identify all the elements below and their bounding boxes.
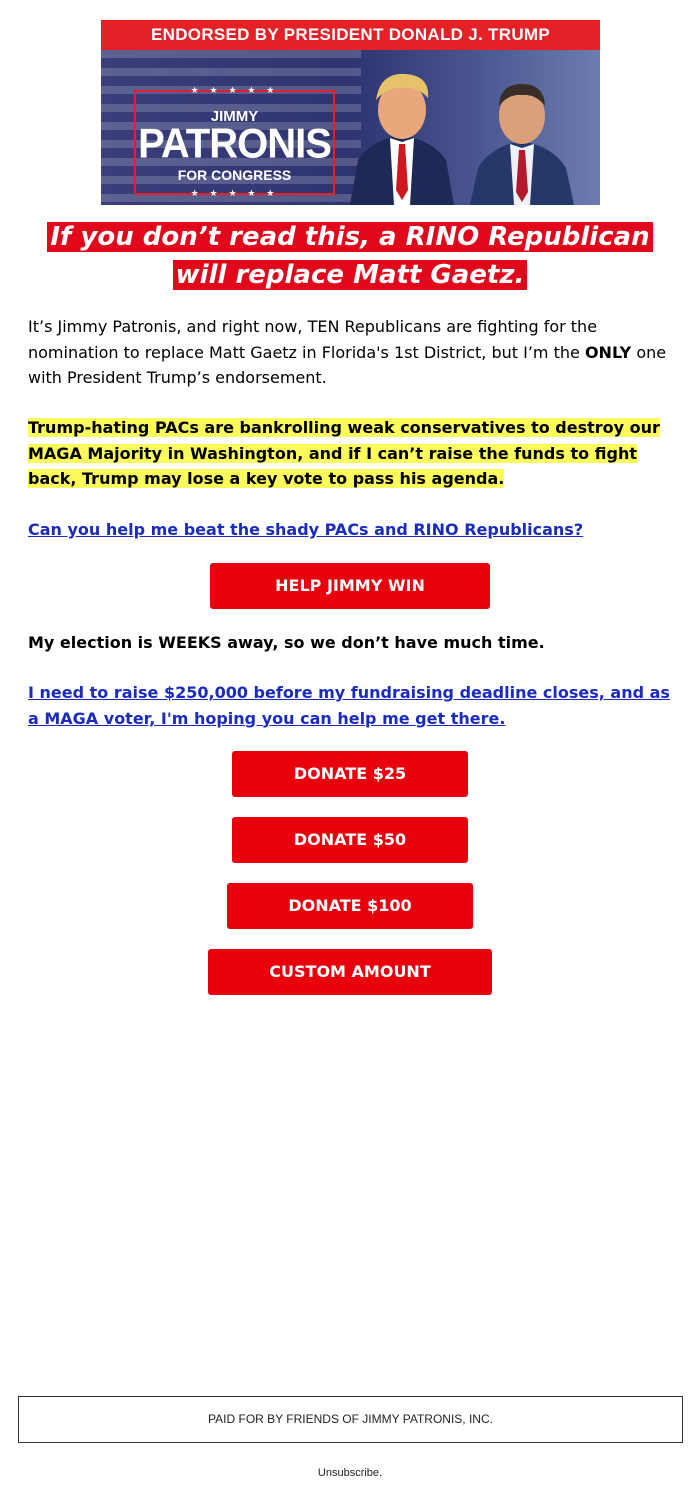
- candidates-photo: [330, 50, 600, 205]
- donate-25-button[interactable]: DONATE $25: [232, 751, 468, 797]
- headline-line-1: If you don’t read this, a RINO Republican: [47, 222, 652, 252]
- logo-stars-top: ★ ★ ★ ★ ★: [190, 86, 279, 96]
- donate-100-button[interactable]: DONATE $100: [227, 883, 473, 929]
- paid-for-disclaimer: PAID FOR BY FRIENDS OF JIMMY PATRONIS, INC.: [18, 1396, 683, 1443]
- headline-line-2: will replace Matt Gaetz.: [173, 260, 528, 290]
- campaign-logo: [134, 86, 335, 199]
- custom-amount-button[interactable]: CUSTOM AMOUNT: [208, 949, 492, 995]
- election-weeks-paragraph: My election is WEEKS away, so we don’t have much time.: [28, 633, 545, 652]
- intro-paragraph: [28, 314, 674, 391]
- logo-subtitle: FOR CONGRESS: [177, 167, 292, 183]
- donate-50-button[interactable]: DONATE $50: [232, 817, 468, 863]
- unsubscribe-link[interactable]: Unsubscribe.: [317, 1467, 383, 1479]
- highlighted-text: Trump-hating PACs are bankrolling weak conservatives to destroy our MAGA Majority in Washington, and if I can’t raise the funds to fight back, Trump may lose a key vote to pass his agenda.: [28, 418, 660, 488]
- logo-stars-bottom: ★ ★ ★ ★ ★: [190, 189, 279, 199]
- help-link-paragraph: [28, 517, 674, 543]
- header-banner-image: [101, 20, 600, 205]
- help-beat-pacs-link[interactable]: Can you help me beat the shady PACs and RINO Republicans?: [28, 520, 584, 539]
- intro-text-a: It’s Jimmy Patronis, and right now, TEN Republicans are fighting for the nomination to replace Matt Gaetz in Florida's 1st District, but I’m the: [28, 317, 598, 362]
- banner-endorsement-text: ENDORSED BY PRESIDENT DONALD J. TRUMP: [101, 20, 600, 50]
- intro-text-b: one with President Trump’s endorsement.: [28, 342, 667, 387]
- raise-goal-link[interactable]: I need to raise $250,000 before my fundraising deadline closes, and as a MAGA voter, I'm hoping you can help me get there.: [28, 683, 670, 728]
- logo-last-name: PATRONIS: [138, 120, 331, 168]
- banner-main: [101, 50, 600, 205]
- intro-bold-only: ONLY: [584, 342, 632, 362]
- raise-goal-paragraph: [28, 680, 674, 731]
- logo-first-name: JIMMY: [210, 108, 259, 125]
- help-jimmy-win-button[interactable]: HELP JIMMY WIN: [210, 563, 490, 609]
- highlighted-paragraph: [28, 415, 674, 492]
- headline: [0, 218, 700, 294]
